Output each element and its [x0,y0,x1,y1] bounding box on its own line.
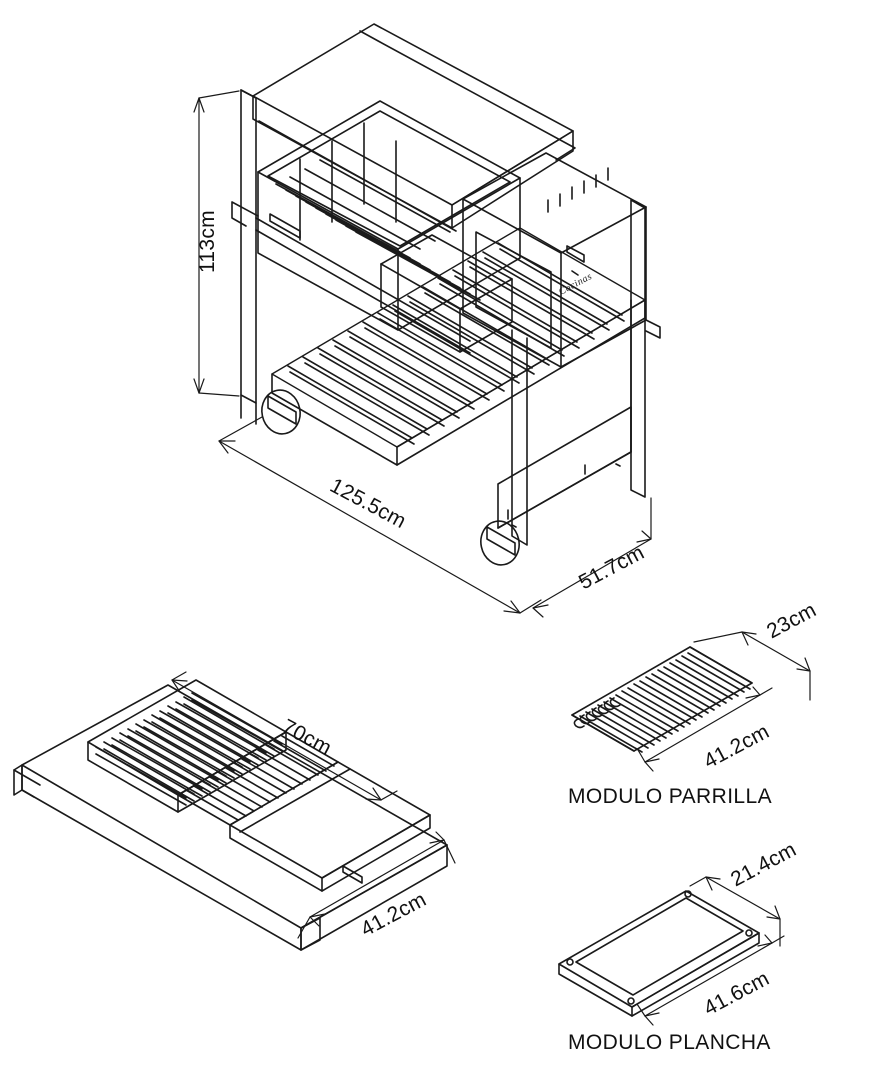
dimension-label-height: 113cm [196,210,219,273]
caption-modulo-plancha: MODULO PLANCHA [568,1031,771,1054]
grill-cart-illustration [232,24,660,568]
dimension-label-parrilla-width: 41.2cm [700,719,774,774]
brand-mark: Cocinas [557,270,595,298]
dimension-label-drawer-width: 41.2cm [357,887,431,942]
caption-modulo-parrilla: MODULO PARRILLA [568,785,772,808]
dimension-label-parrilla-depth: 23cm [763,598,821,644]
dimension-label-depth: 51.7cm [575,540,649,595]
caster-wheel-left [258,387,304,438]
dimension-label-drawer-length: 70cm [278,715,336,760]
dimension-label-width: 125.5cm [326,474,410,534]
dimension-label-plancha-width: 41.6cm [700,966,774,1021]
dimension-label-plancha-depth: 21.4cm [727,837,801,892]
modulo-parrilla-illustration [572,647,752,752]
caster-wheel-right [477,518,523,569]
